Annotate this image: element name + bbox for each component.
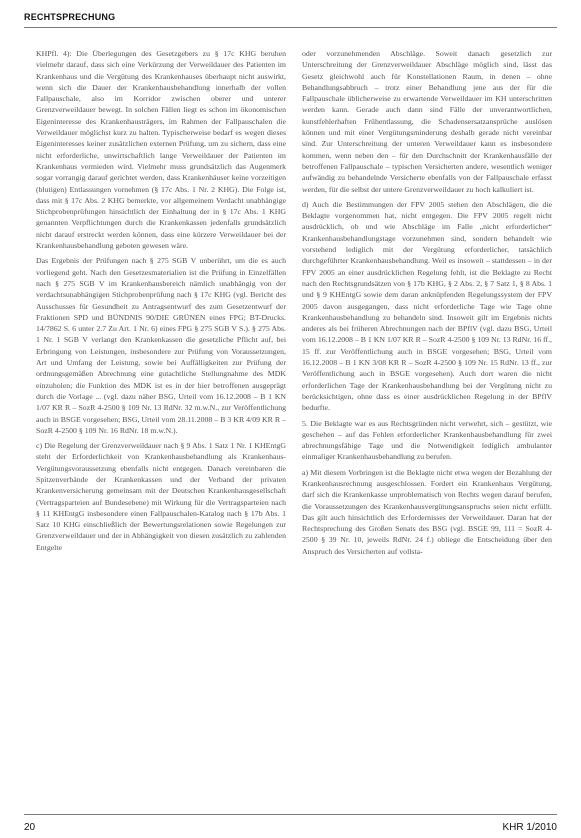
- section-header: RECHTSPRECHUNG: [24, 12, 116, 22]
- paragraph: a) Mit diesem Vorbringen ist die Beklagte nicht etwa wegen der Bezahlung der Krankenhausrechnung ausgeschlossen. Fordert ein Krankenhaus Vergütung, darf sich die Krankenkasse unproblematisch von Rechts wegen darauf berufen, die Voraussetzungen des Krankenhausvergütungsanspruchs seien nicht erfüllt. Das gilt auch hinsichtlich des Erfordernisses der Verweildauer. Daran hat der Rechtsprechung des Großen Senats des BSG (vgl. BSGE 99, 111 = SozR 4-2500 § 39 Nr. 10, jeweils RdNr. 24 f.) obliege die Entscheidung über den Anspruch des Versicherten auf vollsta-: [302, 467, 552, 556]
- journal-issue: KHR 1/2010: [502, 822, 557, 833]
- page-number: 20: [24, 822, 36, 833]
- paragraph: c) Die Regelung der Grenzverweildauer nach § 9 Abs. 1 Satz 1 Nr. 1 KHEntgG steht der Erforderlichkeit von Krankenhausbehandlung als Krankenhaus-Vergütungsvoraussetzung ebenfalls nicht entgegen. Danach vereinbaren die Spitzenverbände der Krankenkassen und der Verband der privaten Krankenversicherung gemeinsam mit der Deutschen Krankenhausgesellschaft (Vertragsparteien auf Bundesebene) mit Wirkung für die Vertragsparteien nach § 11 KHEntgG insbesondere einen Fallpauschalen-Katalog nach § 17b Abs. 1 Satz 10 KHG einschließlich der Bewertungsrelationen sowie Regelungen zur Grenzverweildauer und der in Abhängigkeit von diesen zusätzlich zu zahlenden Entgelte: [36, 441, 286, 552]
- paragraph: 5. Die Beklagte war es aus Rechtsgründen nicht verwehrt, sich – gestützt, wie geschehen – auf das Fehlen erforderlicher Krankenhausbehandlung für zwei abrechnungsfähige Tage und die Notwendigkeit lediglich ambulanter einmaliger Krankenhausbehandlung zu berufen.: [302, 418, 552, 462]
- right-column: [302, 48, 552, 810]
- paragraph: oder vorzunehmenden Abschläge. Soweit danach gesetzlich zur Unterschreitung der Grenzverweildauer Abschläge möglich sind, lässt das Gesetz gleichwohl auch für Konstellationen Raum, in denen – ohne Behandlungsabbruch – trotz einer Behandlung jene aus der für die Fallpauschale üblicherweise zu erwartende Verweildauer im KH unterschritten werden kann. Gerade auch dann sind Fälle der unverantwortlichen, kunstfehlerhaften Frühentlassung, die Schadensersatzansprüche auslösen können und mit einer Vergütungsminderung deshalb gerade nicht vereinbar sind. Zur Unterschreitung der unteren Verweildauer kann es insbesondere kommen, wenn neben den – für den Durchschnitt der Krankenhausfälle der betroffenen Fallpauschale – typischen Versicherten andere, wesentlich weniger aufwändig zu behandelnde Versicherte ebenfalls von der Fallpauschale erfasst werden, für die selbst der untere Grenzverweildauer zu hoch kalkuliert ist.: [302, 49, 552, 194]
- paragraph: Das Ergebnis der Prüfungen nach § 275 SGB V unberührt, um die es auch vorliegend geht. Nach den Gesetzesmaterialien ist die Prüfung in Einzelfällen nach § 275 SGB V im Krankenhausbereich nämlich unabhängig von der verdachtsunabhängigen Stichprobenprüfung nach § 17c KHG (vgl. Bericht des Ausschusses für Gesundheit zu Antragsentwurf des zum Gesetzentwurf der Fraktionen SPD und BÜNDNIS 90/DIE GRÜNEN eines FPG; BT-Drucks. 14/7862 S. 6 unter 2.7 Zu Art. 1 Nr. 6) eines FPG § 275 SGB V S.). § 275 Abs. 1 Nr. 1 SGB V verlangt den Krankenkassen die gesetzliche Pflicht auf, bei Erbringung von Leistungen, insbesondere zur Prüfung von Voraussetzungen, Art und Umfang der Leistung, sowie bei Auffälligkeiten zur Prüfung der ordnungsgemäßen Abrechnung eine gutachtliche Stellungnahme des MDK einzuholen; die Funktion des MDK ist es in der hier betroffenen ausgeprägt durch die Vorlage ... (vgl. dazu näher BSG, Urteil vom 16.12.2008 – B 1 KN 1/07 KR R – SozR 4-2500 § 109 Nr. 13 RdNr. 32 m.w.N., zur Veröffentlichung auch in BSGE vorgesehen; BSG, Urteil vom 28.11.2008 – B 3 KR 4/09 KR R – SozR 4-2500 § 109 Nr. 16 RdNr. 18 m.w.N.).: [36, 256, 286, 435]
- footer-divider: [24, 814, 557, 815]
- paragraph: d) Auch die Bestimmungen der FPV 2005 stehen den Abschlägen, die die Beklagte vorgenommen hat, nicht entgegen. Die FPV 2005 regelt nicht ausdrücklich, ob und wie Abschläge im Falle „nicht erforderlicher“ Krankenhausbehandlungstage vorzunehmen sind, sondern behandelt wie vorstehend lediglich mit der Vergütung erforderlicher, tatsächlich durchgeführter Krankenhausbehandlung. Weil es insoweit – stattdessen – in der FPV 2005 an einer ausdrücklichen Regelung fehlt, ist die Beklagte zu Recht nach den Rechtsgrundsätzen von § 17b KHG, § 2 Abs. 2, § 7 Satz 1, § 8 Abs. 1 und § 9 KHEntgG sowie dem daran anknüpfenden Regelungssystem der FPV 2005 davon ausgegangen, dass nicht erforderliche Tage wie Tage ohne Krankenhausbehandlung zu behandeln sind. Insoweit gilt im Ergebnis nichts anderes als bei früheren Abrechnungen nach der BPflV (vgl. dazu BSG, Urteil vom 16.12.2008 – B 1 KN 1/07 KR R – SozR 4-2500 § 109 Nr. 13 RdNr. 16 ff., 15 ff. zur Veröffentlichung auch in BSGE vorgesehen; BSG, Urteil vom 16.12.2008 – B 1 KN 3/08 KR R – SozR 4-2500 § 109 Nr. 15 RdNr. 13 ff., zur Veröffentlichung auch in BSGE vorgesehen). Auch dort waren die nicht erforderlichen Tage der Krankenhausbehandlung bei der Vergütung nicht zu berücksichtigen, ohne dass es einer ausdrücklichen Regelung in der BPflV bedurfte.: [302, 199, 552, 413]
- paragraph: KHPfl. 4): Die Überlegungen des Gesetzgebers zu § 17c KHG beruhen vielmehr darauf, dass sich eine Verkürzung der Verweildauer des Patienten im Krankenhaus und die Vergütung des Krankenhauses überhaupt nicht auswirkt, wenn sich die Dauer der Krankenhausbehandlung innerhalb der vollen Fallpauschale, also im Korridor zwischen oberer und unterer Grenzverweildauer bewegt. In solchen Fällen liegt es schon im ökonomischen Eigeninteresse des Krankenhausträgers, im Rahmen der Fallpauschalen die Verweildauer möglichst kurz zu halten. Typischerweise bedarf es wegen dieses Eigeninteresses keiner zusätzlichen externen Prüfung, um zu sichern, dass eine nicht erforderliche, unwirtschaftlich lange Verweildauer der Patienten im Krankenhaus vermieden wird. Vielmehr muss grundsätzlich das Augenmerk sogar vorrangig darauf gerichtet werden, dass Krankenhäuser keine vorzeitigen (blutigen) Entlassungen vornehmen (§ 17c Abs. 1 Nr. 2 KHG). Die Folge ist, dass mit § 17c Abs. 2 KHG bemerkte, vor allgemeinem Verdacht unabhängige Stichprobenprüfungen hinsichtlich der Einhaltung der in § 17c Abs. 1 KHG genannten Verpflichtungen durch die Krankenkassen jedenfalls grundsätzlich nicht darauf erstreckt werden können, dass eine kürzere Verweildauer bei der Krankenhausbehandlung geboten gewesen wäre.: [36, 49, 286, 251]
- left-column: [36, 48, 286, 810]
- header-divider: [24, 27, 557, 28]
